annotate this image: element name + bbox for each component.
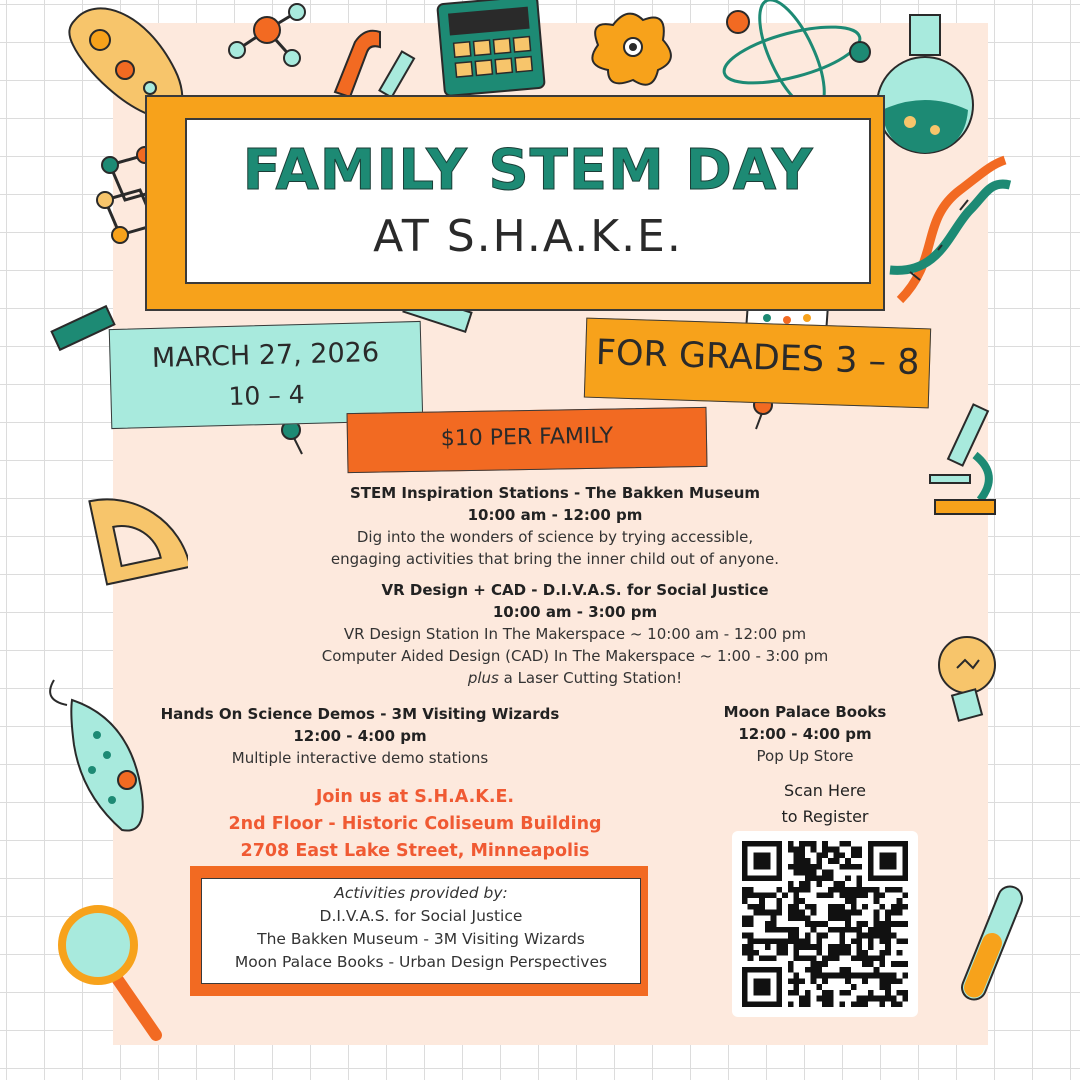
dna-icon xyxy=(880,150,1020,310)
program-description xyxy=(270,667,880,689)
location-line: Join us at S.H.A.K.E. xyxy=(315,787,515,807)
protractor-icon xyxy=(78,478,188,588)
program-description-emphasis: plus xyxy=(467,669,499,687)
program-description: Dig into the wonders of science by trying accessible, xyxy=(356,528,754,546)
program-time: 10:00 am - 12:00 pm xyxy=(467,506,643,524)
program-time: 12:00 - 4:00 pm xyxy=(738,725,872,743)
tape-strip-icon xyxy=(48,300,118,355)
location-line: 2nd Floor - Historic Coliseum Building xyxy=(228,814,602,834)
euglena-icon xyxy=(42,675,162,845)
event-time: 10 – 4 xyxy=(228,380,305,411)
program-description: VR Design Station In The Makerspace ~ 10:00 am - 12:00 pm xyxy=(343,625,807,643)
atom-icon xyxy=(712,0,882,110)
magnet-icon xyxy=(325,22,445,102)
amoeba-icon xyxy=(583,5,683,95)
program-science-demos xyxy=(150,703,570,769)
provider-line: Moon Palace Books - Urban Design Perspectives xyxy=(234,953,608,971)
register-line: to Register xyxy=(781,807,869,826)
program-title: STEM Inspiration Stations - The Bakken Museum xyxy=(349,484,761,502)
program-description: engaging activities that bring the inner child out of anyone. xyxy=(330,550,780,568)
flask-icon xyxy=(870,10,980,160)
program-description: Multiple interactive demo stations xyxy=(231,749,489,767)
calculator-icon xyxy=(436,0,551,95)
program-stem-stations xyxy=(290,482,820,570)
program-description: Computer Aided Design (CAD) In The Makerspace ~ 1:00 - 3:00 pm xyxy=(321,647,829,665)
register-line: Scan Here xyxy=(784,781,866,800)
program-time: 12:00 - 4:00 pm xyxy=(293,727,427,745)
qr-code-icon[interactable] xyxy=(742,841,908,1007)
program-description-rest: a Laser Cutting Station! xyxy=(498,669,683,687)
lightbulb-icon xyxy=(935,630,1005,740)
event-date: MARCH 27, 2026 xyxy=(151,337,380,374)
providers-box xyxy=(201,878,641,984)
magnifying-glass-icon xyxy=(58,900,168,1045)
microscope-icon xyxy=(925,395,1005,525)
page-title: FAMILY STEM DAY xyxy=(242,138,814,203)
page-subtitle: AT S.H.A.K.E. xyxy=(373,211,683,262)
location-address: 2708 East Lake Street, Minneapolis xyxy=(240,841,590,861)
price-badge: $10 PER FAMILY xyxy=(347,407,708,473)
provider-line: The Bakken Museum - 3M Visiting Wizards xyxy=(257,930,585,948)
test-tube-icon xyxy=(950,878,1030,1008)
program-moon-palace xyxy=(700,701,910,767)
grades-badge: FOR GRADES 3 – 8 xyxy=(584,318,931,409)
location-block xyxy=(190,784,640,865)
provider-line: D.I.V.A.S. for Social Justice xyxy=(319,907,523,925)
providers-heading: Activities provided by: xyxy=(334,884,508,902)
qr-code[interactable] xyxy=(732,831,918,1017)
program-title: Hands On Science Demos - 3M Visiting Wizards xyxy=(160,705,560,723)
program-vr-cad xyxy=(270,579,880,689)
program-description: Pop Up Store xyxy=(756,747,854,765)
program-title: VR Design + CAD - D.I.V.A.S. for Social Justice xyxy=(381,581,769,599)
program-title: Moon Palace Books xyxy=(723,703,887,721)
register-prompt xyxy=(760,778,890,830)
molecule-icon xyxy=(222,0,312,80)
program-time: 10:00 am - 3:00 pm xyxy=(492,603,658,621)
title-card xyxy=(185,118,871,284)
